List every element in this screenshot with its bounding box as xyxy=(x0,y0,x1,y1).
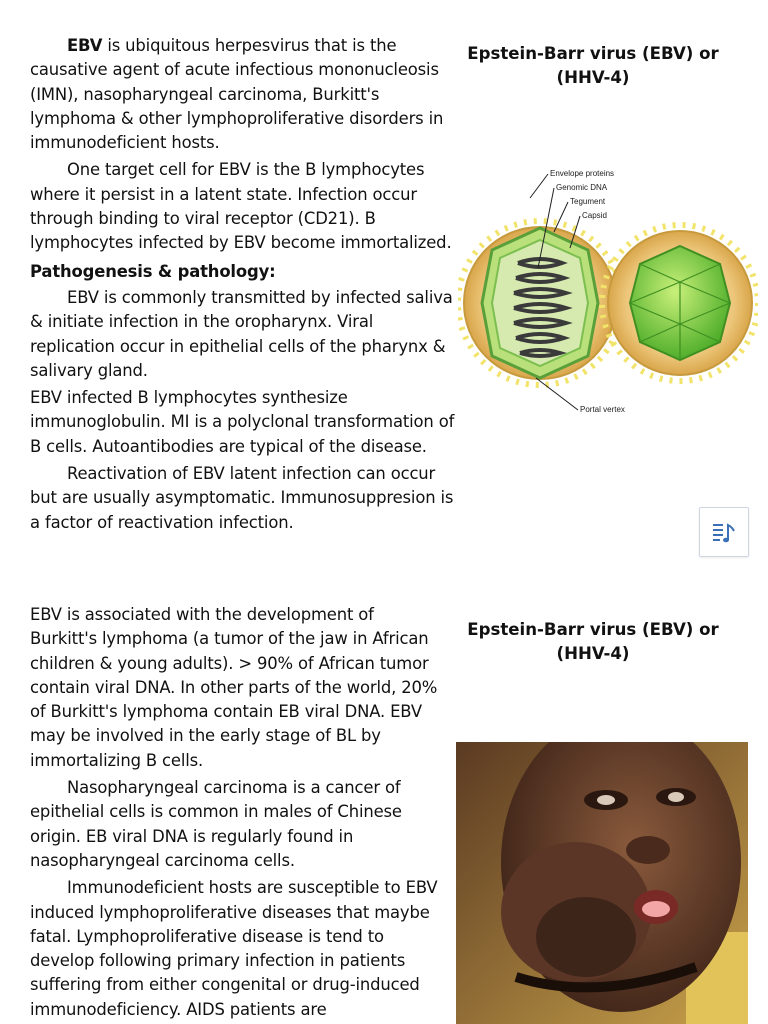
label-tegument: Tegument xyxy=(570,197,606,206)
label-capsid: Capsid xyxy=(582,211,607,220)
label-portal-vertex: Portal vertex xyxy=(580,405,625,414)
audio-playlist-button[interactable] xyxy=(699,507,749,557)
music-list-icon xyxy=(711,520,737,544)
intro-text: is ubiquitous herpesvirus that is the causative agent of acute infectious mononucleosis (IMN), nasopharyngeal carcinoma, Burkitt's lymphoma & other lymphoproliferative disorders in immunodeficient hosts. xyxy=(30,36,444,153)
slide1-body xyxy=(30,34,455,535)
slide2-paragraph-nasopharyngeal: Nasopharyngeal carcinoma is a cancer of epithelial cells is common in males of Chinese origin. EB viral DNA is regularly found in nasopharyngeal carcinoma cells. xyxy=(30,778,402,870)
slide1-paragraph-transmission: EBV is commonly transmitted by infected saliva & initiate infection in the oropharynx. Viral replication occur in epithelial cells of the pharynx & salivary gland. xyxy=(30,287,453,380)
label-envelope-proteins: Envelope proteins xyxy=(550,169,615,178)
slide2-paragraph-immunodeficient: Immunodeficient hosts are susceptible to EBV induced lymphoproliferative diseases that maybe fatal. Lymphoproliferative disease is tend to develop following primary infection in patients suffering from either congenital or drug-induced immunodeficiency. AIDS patients are xyxy=(30,878,438,1019)
label-genomic-dna: Genomic DNA xyxy=(556,183,608,192)
slide2-title: Epstein-Barr virus (EBV) or (HHV-4) xyxy=(467,620,719,663)
slide1-paragraph-target: One target cell for EBV is the B lymphocytes where it persist in a latent state. Infection occur through binding to viral receptor (CD21). B lymphocytes infected by EBV become immortalized. xyxy=(30,160,452,253)
ebv-virion-diagram xyxy=(458,158,758,448)
slide1-paragraph-immunoglobulin: EBV infected B lymphocytes synthesize immunoglobulin. MI is a polyclonal transformation of B cells. Autoantibodies are typical of the disease. xyxy=(30,388,455,456)
slide1-title: Epstein-Barr virus (EBV) or (HHV-4) xyxy=(467,44,719,87)
slide2-body xyxy=(30,603,442,1022)
slide2-paragraph-burkitt: EBV is associated with the development of Burkitt's lymphoma (a tumor of the jaw in African children & young adults). > 90% of African tumor contain viral DNA. In other parts of the world, 20% of Burkitt's lymphoma contain EB viral DNA. EBV may be involved in the early stage of BL by immortalizing B cells. xyxy=(30,605,438,770)
virion-cross-section xyxy=(458,221,622,385)
pathogenesis-heading: Pathogenesis & pathology: xyxy=(30,261,276,281)
ebv-term: EBV xyxy=(67,36,103,55)
slide1-paragraph-intro xyxy=(30,34,455,155)
virion-exterior xyxy=(602,225,758,381)
burkitt-lymphoma-patient-photo xyxy=(456,742,748,1024)
slide1-paragraph-reactivation: Reactivation of EBV latent infection can occur but are usually asymptomatic. Immunosuppresion is a factor of reactivation infection. xyxy=(30,464,454,532)
